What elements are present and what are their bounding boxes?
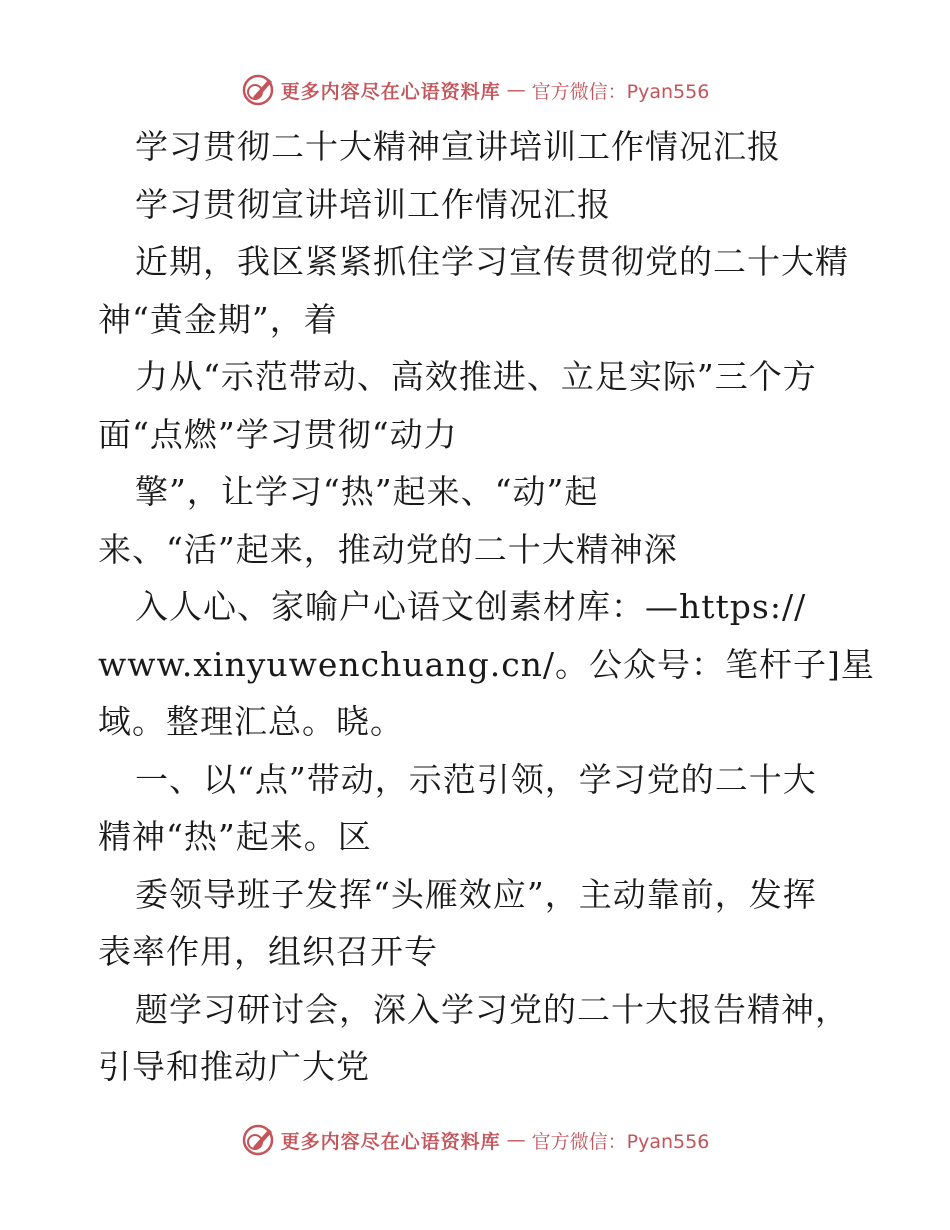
header-wechat: 官方微信：Pyan556: [531, 80, 710, 103]
footer-brand: 更多内容尽在心语资料库: [280, 1130, 501, 1153]
text-line: 神“黄金期”，着: [98, 299, 338, 339]
pen-logo-icon: [241, 1123, 275, 1157]
header-banner: [0, 70, 950, 110]
text-line: 面“点燃”学习贯彻“动力: [98, 414, 458, 454]
text-line: 擎”，让学习“热”起来、“动”起: [135, 472, 599, 511]
text-line: 题学习研讨会，深入学习党的二十大报告精神，: [135, 989, 849, 1029]
header-separator: —: [506, 79, 526, 101]
text-line: 引导和推动广大党: [98, 1047, 370, 1086]
text-line: 表率作用，组织召开专: [98, 932, 438, 971]
document-body: [0, 118, 950, 1096]
text-line: www.xinyuwenchuang.cn/。公众号：笔杆子]星: [98, 644, 875, 684]
footer-wechat: 官方微信：Pyan556: [531, 1130, 710, 1153]
footer-separator: —: [506, 1129, 526, 1151]
pen-logo-icon: [241, 73, 275, 107]
doc-title: 学习贯彻二十大精神宣讲培训工作情况汇报: [135, 127, 781, 166]
text-line: 入人心、家喻户心语文创素材库：—https://: [135, 587, 807, 626]
section-heading: 一、以“点”带动，示范引领，学习党的二十大: [135, 759, 817, 799]
header-brand: 更多内容尽在心语资料库: [280, 80, 501, 103]
text-line: 力从“示范带动、高效推进、立足实际”三个方: [135, 357, 817, 396]
text-line: 精神“热”起来。区: [98, 817, 372, 856]
text-line: 近期，我区紧紧抓住学习宣传贯彻党的二十大精: [135, 242, 849, 281]
doc-subtitle: 学习贯彻宣讲培训工作情况汇报: [135, 184, 611, 224]
text-line: 委领导班子发挥“头雁效应”，主动靠前，发挥: [135, 874, 817, 914]
text-line: 域。整理汇总。晓。: [98, 702, 404, 741]
footer-banner: [0, 1120, 950, 1160]
text-line: 来、“活”起来，推动党的二十大精神深: [98, 529, 678, 569]
